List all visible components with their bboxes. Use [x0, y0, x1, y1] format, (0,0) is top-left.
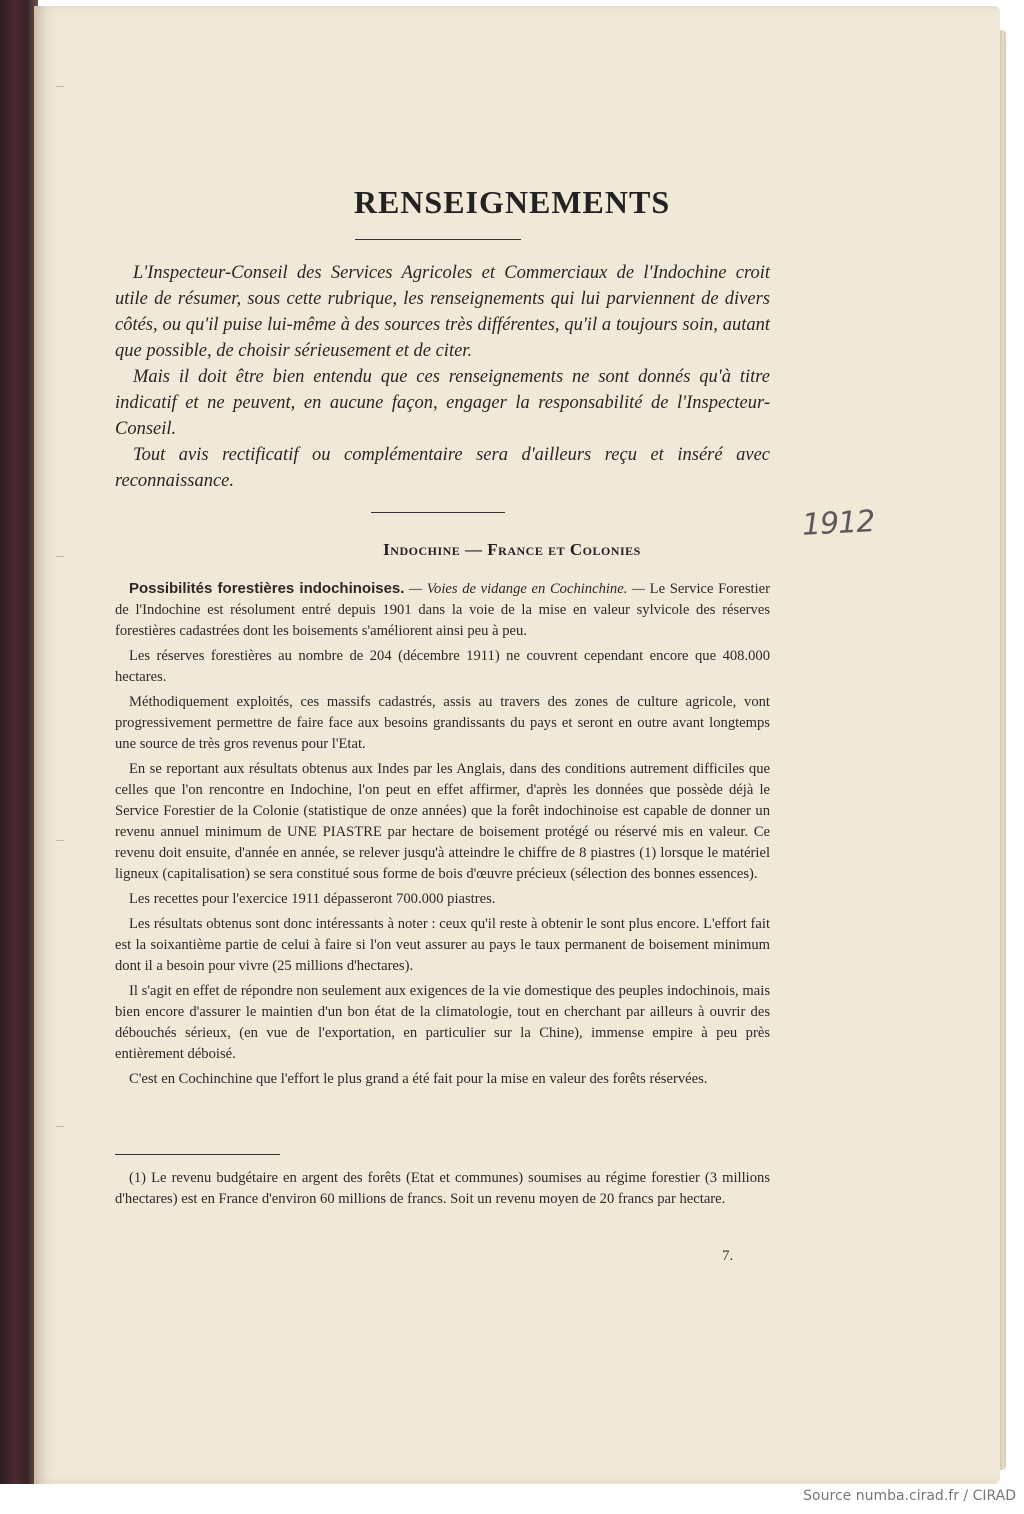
book-binding	[0, 0, 38, 1484]
gutter-mark	[56, 86, 64, 87]
intro-paragraph: Tout avis rectificatif ou complémentaire sera d'ailleurs reçu et inséré avec reconnaissance.	[115, 445, 770, 491]
page-number: 7.	[722, 1248, 734, 1264]
article-paragraph: Les recettes pour l'exercice 1911 dépasseront 700.000 piastres.	[129, 891, 496, 907]
article-lead-paragraph	[115, 578, 770, 642]
gutter-mark	[56, 840, 64, 841]
intro-paragraph: L'Inspecteur-Conseil des Services Agricoles et Commerciaux de l'Indochine croit utile de résumer, sous cette rubrique, les renseignements qui lui parviennent de divers côtés, ou qu'il puise lui-même à des sources très différentes, qu'il a toujours soin, autant que possible, de choisir sérieusement et de citer.	[115, 263, 770, 361]
footnote: (1) Le revenu budgétaire en argent des forêts (Etat et communes) soumises au régime forestier (3 millions d'hectares) est en France d'environ 60 millions de francs. Soit un revenu moyen de 20 francs par hectare.	[115, 1170, 770, 1207]
article-paragraph: Méthodiquement exploités, ces massifs cadastrés, assis au travers des zones de culture agricole, vont progressivement permettre de faire face aux besoins grandissants du pays et seront en outre avant longtemps une source de très gros revenus pour l'Etat.	[115, 694, 770, 752]
article-headline: Possibilités forestières indochinoises.	[129, 580, 405, 597]
article-paragraph: Les résultats obtenus sont donc intéressants à noter : ceux qu'il reste à obtenir le sont plus encore. L'effort fait est la soixantième partie de celui à faire si l'on veut assurer au pays le taux permanent de boisement minimum dont il a besoin pour vivre (25 millions d'hectares).	[115, 916, 770, 974]
article-body	[115, 578, 770, 1094]
section-heading: Indochine — France et Colonies	[383, 540, 641, 559]
intro-paragraph: Mais il doit être bien entendu que ces renseignements ne sont donnés qu'à titre indicatif et ne peuvent, en aucune façon, engager la responsabilité de l'Inspecteur-Conseil.	[115, 367, 770, 439]
page-title: RENSEIGNEMENTS	[353, 184, 671, 220]
handwritten-annotation: 1912	[801, 504, 876, 543]
intro-block	[115, 260, 770, 494]
article-paragraph: Il s'agit en effet de répondre non seulement aux exigences de la vie domestique des peuples indochinois, mais bien encore d'assurer le maintien d'un bon état de la climatologie, tout en cherchant par ailleurs à ouvrir des débouchés sérieux, (en vue de l'exportation, en particulier sur la Chine), immense empire à peu près entièrement déboisé.	[115, 983, 770, 1062]
article-lead-text: Le Service Forestier de l'Indochine est résolument entré depuis 1901 dans la voie de la mise en valeur sylvicole des réserves forestières cadastrées dont les boisements s'améliorent ainsi peu à peu.	[115, 581, 771, 639]
article-paragraph: Les réserves forestières au nombre de 204 (décembre 1911) ne couvrent cependant encore que 408.000 hectares.	[115, 648, 770, 685]
source-credit: Source numba.cirad.fr / CIRAD	[803, 1488, 1016, 1504]
title-rule	[355, 239, 521, 240]
section-rule	[371, 512, 505, 513]
article-paragraph: En se reportant aux résultats obtenus aux Indes par les Anglais, dans des conditions autrement difficiles que celles que l'on rencontre en Indochine, l'on peut en effet affirmer, d'après les données que possède déjà le Service Forestier de la Colonie (statistique de onze années) que la forêt indochinoise est capable de donner un revenu annuel minimum de UNE PIASTRE par hectare de boisement protégé ou réservé mis en valeur. Ce revenu doit ensuite, d'année en année, se relever jusqu'à atteindre le chiffre de 8 piastres (1) lorsque le matériel ligneux (capitalisation) se sera constitué sous forme de bois d'œuvre précieux (sélection des bonnes essences).	[115, 761, 770, 882]
article-paragraph: C'est en Cochinchine que l'effort le plus grand a été fait pour la mise en valeur des forêts réservées.	[129, 1071, 708, 1087]
gutter-mark	[56, 1126, 64, 1127]
article-subheadline: — Voies de vidange en Cochinchine. —	[404, 581, 645, 597]
footnote-rule	[115, 1154, 280, 1155]
